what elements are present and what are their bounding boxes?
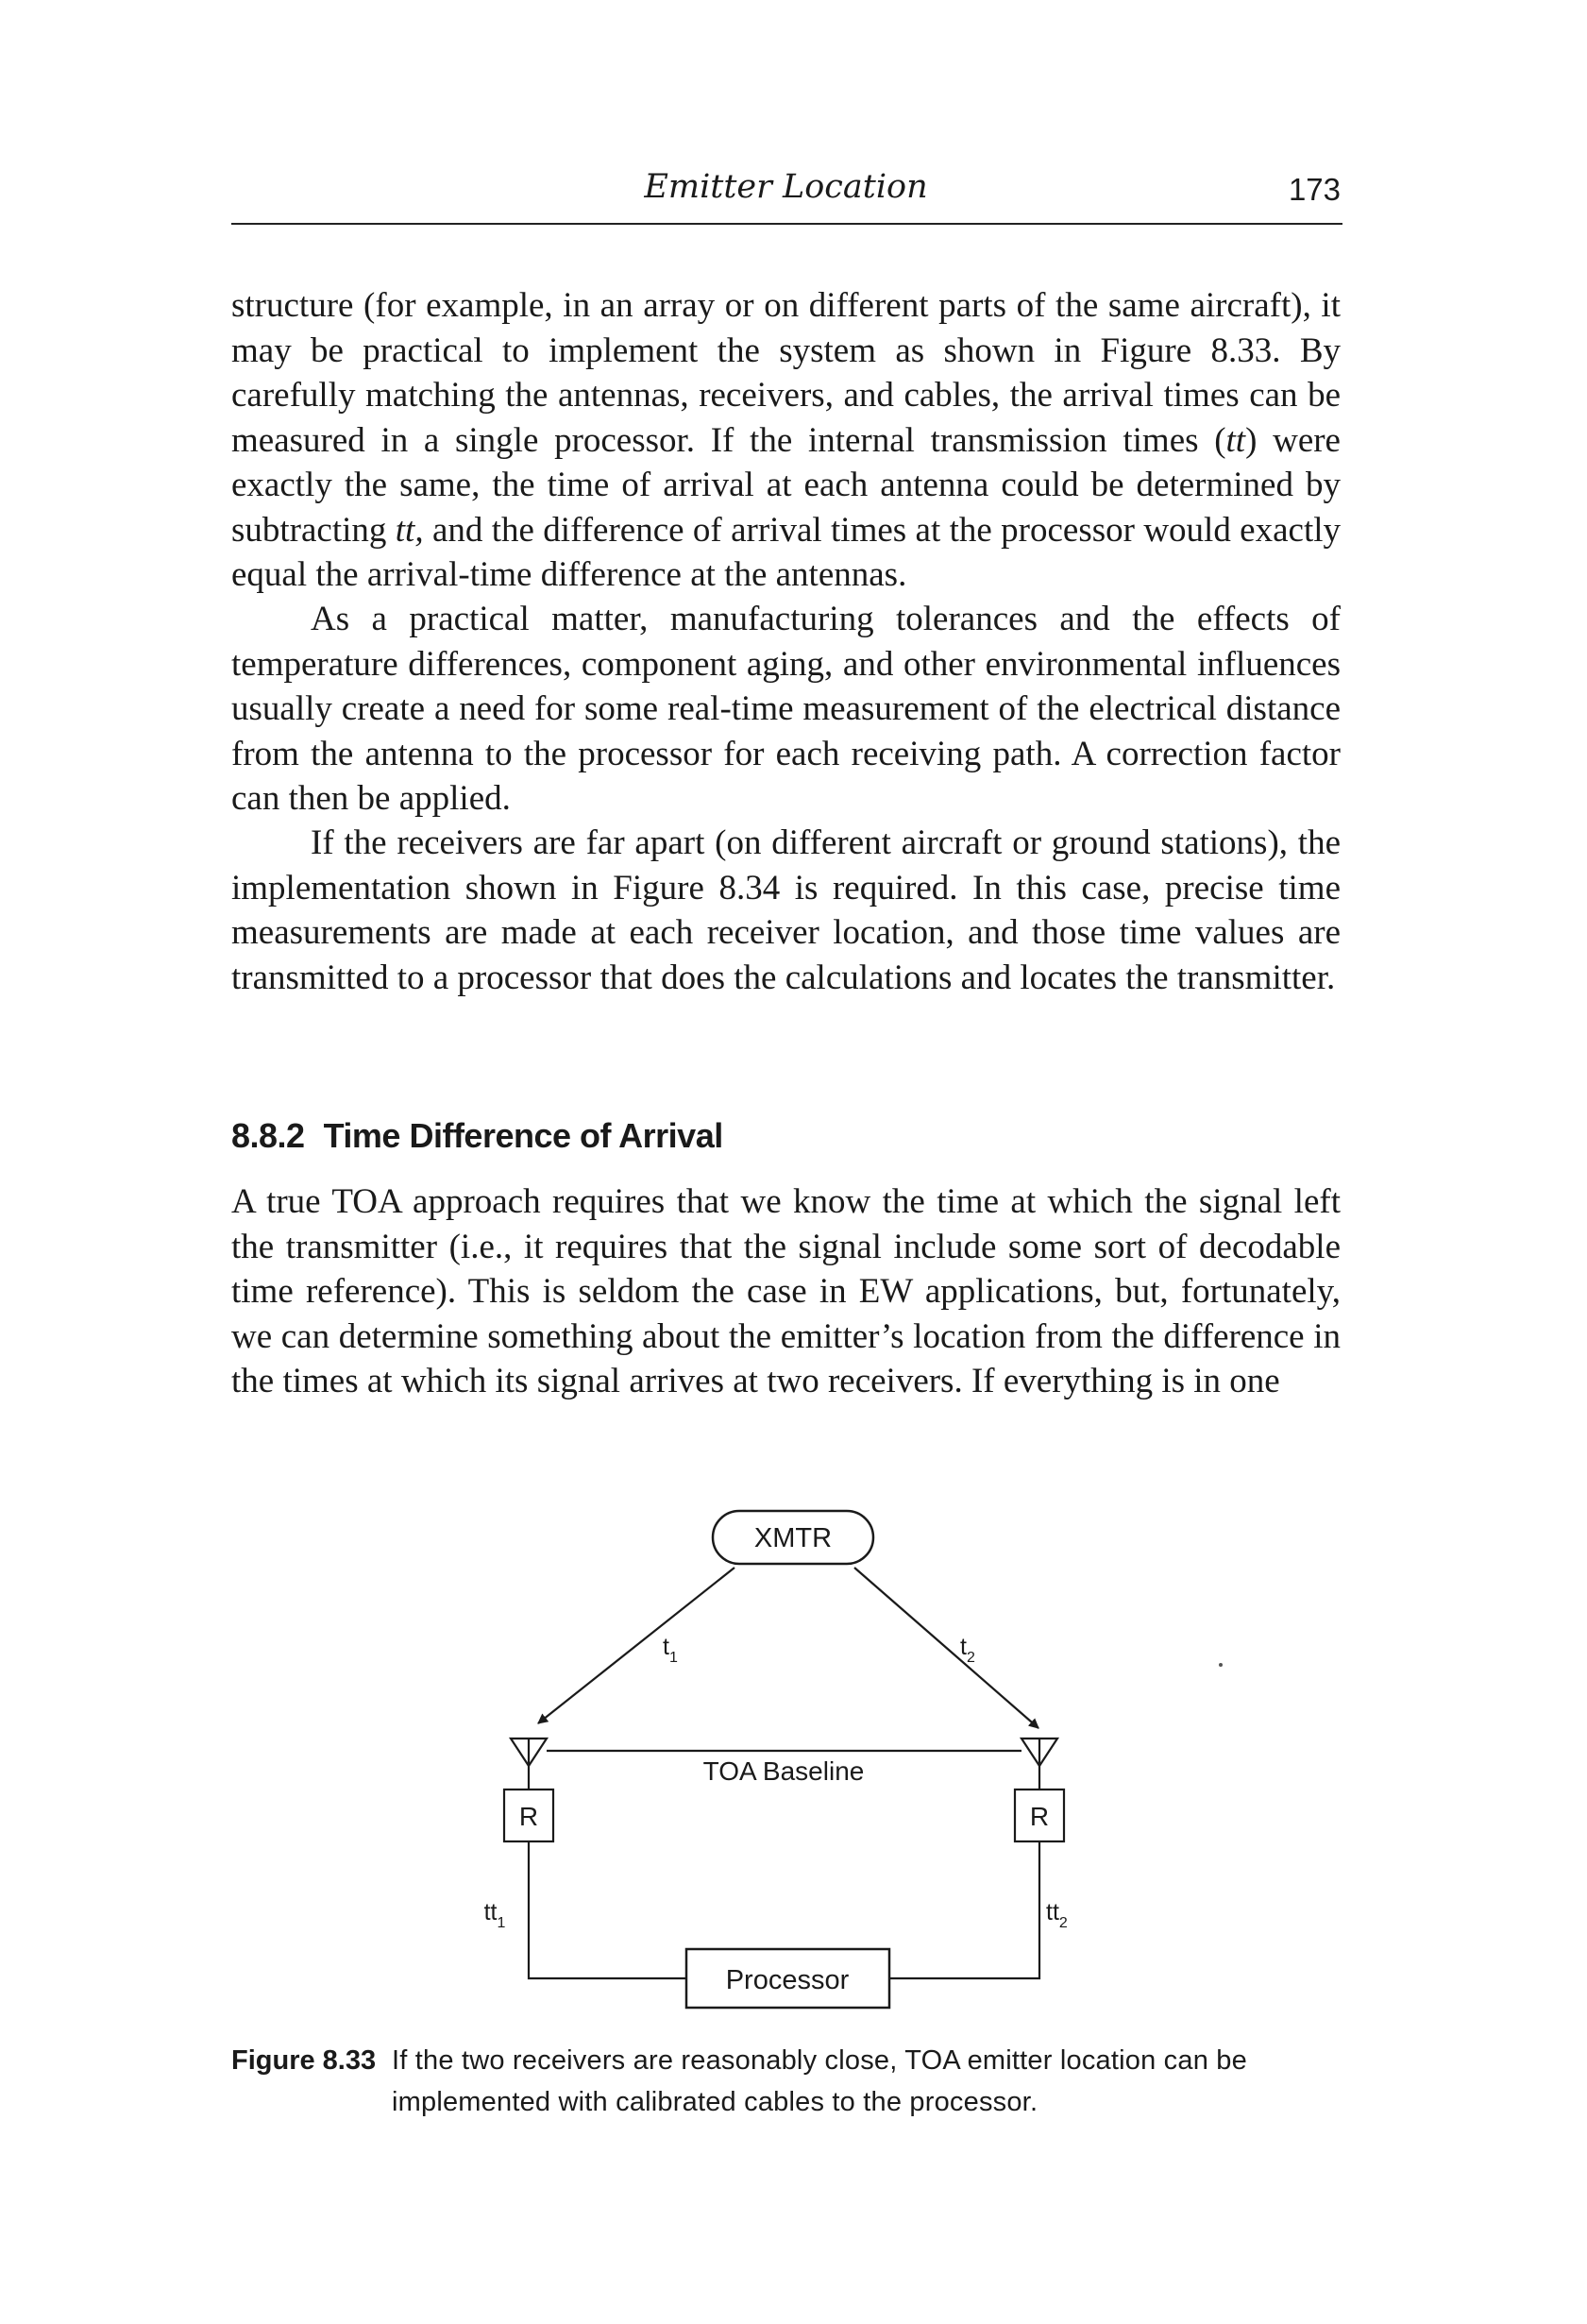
running-title: Emitter Location	[644, 168, 928, 206]
section-number: 8.8.2	[231, 1116, 305, 1155]
cable-1-label: $tt_1$	[483, 1899, 506, 1931]
paragraph-1-part-c: and the difference of arrival times at the processor would exactly equal the arrival-time difference at the antennas.	[231, 510, 1342, 594]
receiver-2-label: R	[1029, 1802, 1050, 1831]
paragraph-2: As a practical matter, manufacturing tolerances and the effects of temperature differences, component aging, and other environmental influences usually create a need for some real-time measurement of the electrical distance from the antenna to the processor for each receiving path. A correction factor can then be applied.	[231, 600, 1341, 818]
transmitter-label: XMTR	[753, 1523, 833, 1553]
receiver-1-label: R	[518, 1802, 539, 1831]
signal-path-1	[538, 1568, 734, 1723]
cable-1	[529, 1841, 686, 1978]
stray-dot	[1219, 1663, 1223, 1667]
paragraph-1-part-b: ) were exactly the same, the time of arrival at each antenna could be determined by subtracting	[231, 420, 1341, 550]
page-number: 173	[1288, 172, 1341, 207]
path-1-label: $t_1$	[663, 1634, 678, 1666]
processor-label: Processor	[725, 1965, 850, 1995]
section-title: Time Difference of Arrival	[323, 1116, 723, 1155]
path-2-label: $t_2$	[960, 1634, 975, 1666]
paragraph-1-tt-term: tt	[1225, 420, 1246, 460]
caption-label: Figure 8.33	[231, 2045, 377, 2076]
antenna-1-icon	[511, 1739, 547, 1790]
antenna-2-icon	[1021, 1739, 1057, 1790]
paragraph-1-part-a: structure (for example, in an array or on different parts of the same aircraft), it may be practical to implement the system as shown in Figure 8.33. By carefully matching the antennas, receivers, and cables, the arrival times can be measured in a single processor. If the internal transmission times (	[231, 286, 1341, 460]
paragraph-1-tt-term-2: tt,	[395, 510, 424, 550]
paragraph-3: If the receivers are far apart (on different aircraft or ground stations), the implementation shown in Figure 8.34 is required. In this case, precise time measurements are made at each receiver location, and those time values are transmitted to a processor that does the calculations and locates the transmitter.	[231, 823, 1341, 997]
paragraph-4: A true TOA approach requires that we know the time at which the signal left the transmitter (i.e., it requires that the signal include some sort of decodable time reference). This is seldom the case in EW applications, but, fortunately, we can determine something about the emitter’s location from the difference in the times at which its signal arrives at two receivers. If everything is in one	[231, 1182, 1341, 1400]
signal-path-2	[854, 1568, 1038, 1728]
cable-2-label: $tt_2$	[1046, 1899, 1068, 1931]
baseline-label: TOA Baseline	[702, 1756, 865, 1786]
caption-text: If the two receivers are reasonably close, TOA emitter location can be implemented with calibrated cables to the processor.	[392, 2045, 1247, 2117]
cable-2	[889, 1841, 1039, 1978]
